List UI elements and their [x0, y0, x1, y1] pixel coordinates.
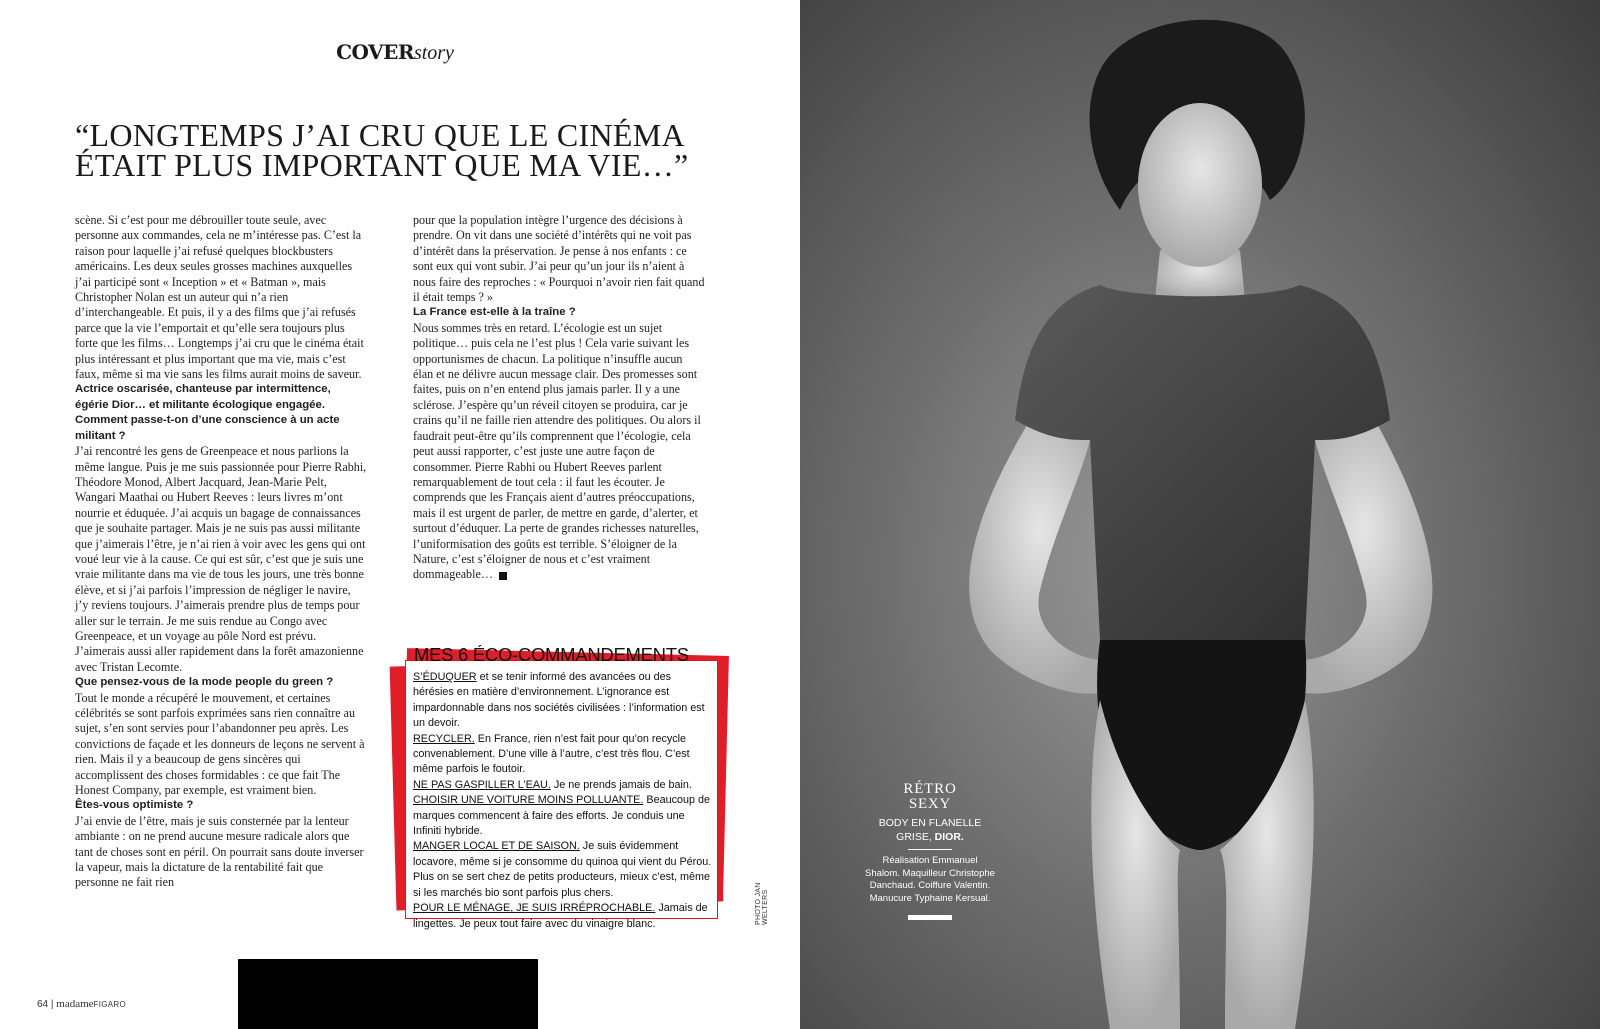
commandment-item — [413, 901, 713, 932]
commandment-text: Beaucoup de marques commencent à faire des efforts. Je conduis une Infiniti hybride. — [413, 794, 711, 838]
commandment-key: S’ÉDUQUER — [413, 671, 477, 683]
question: La France est-elle à la traîne ? — [413, 306, 576, 319]
commandment-item — [413, 793, 713, 839]
commandment-key: POUR LE MÉNAGE, JE SUIS IRRÉPROCHABLE. — [413, 902, 656, 915]
paragraph: Tout le monde a récupéré le mouvement, et certaines célébrités se sont parfois exprimées sans rien connaître au sujet, s’en sont servies pour l’abandonner peu après. Les convictions de façade et les donneurs de leçons ne servent à rien. Mais il y a beaucoup de gens sincères qui accomplissent des choses formidables : ce que fait The Honest Company, par exemple, est vraiment bien. — [75, 690, 365, 798]
caption-brand: DIOR. — [934, 830, 964, 843]
commandment-key: RECYCLER. — [413, 732, 475, 745]
caption-desc-line1: BODY EN FLANELLE — [878, 817, 982, 829]
right-arm — [1295, 420, 1432, 694]
commandment-item — [413, 732, 713, 778]
paragraph — [413, 321, 705, 583]
commandment-item — [413, 670, 713, 732]
headline-quote: “LONGTEMPS J’AI CRU QUE LE CINÉMA ÉTAIT PLUS IMPORTANT QUE MA VIE…” — [75, 117, 689, 183]
magazine-logo: madame — [56, 998, 94, 1010]
caption-bar — [908, 915, 952, 920]
section-header — [0, 40, 790, 65]
end-mark-icon — [499, 572, 507, 580]
commandment-text: et se tenir informé des avancées ou des hérésies en matière d’environnement. L’ignorance est impardonnable dans nos sociétés civilisées : l’information est un devoir. — [413, 671, 705, 730]
commandment-key: CHOISIR UNE VOITURE MOINS POLLUANTE. — [413, 794, 644, 807]
text-column-1 — [75, 213, 367, 891]
box-title: MES 6 ÉCO-COMMANDEMENTS — [414, 644, 689, 665]
commandment-text: Jamais de lingettes. Je peux tout faire avec du vinaigre blanc. — [413, 902, 708, 930]
paragraph: J’ai envie de l’être, mais je suis consternée par la lenteur ambiante : on ne prend aucune mesure radicale alors que tant de choses sont en péril. On pourrait sans doute inverser la vapeur, mais la dictature de la rentabilité fait que personne ne fait rien — [75, 813, 364, 890]
caption-divider — [908, 849, 952, 850]
question: Que pensez-vous de la mode people du green ? — [75, 676, 334, 689]
caption-desc-line2 — [865, 831, 995, 845]
paragraph: scène. Si c’est pour me débrouiller toute seule, avec personne aux commandes, cela ne m’intéresse pas. C’est la raison pour laquelle j’ai refusé quelques blockbusters américains. Les deux seules grosses machines auxquelles j’ai participé sont « Inception » et « Batman », mais Christopher Nolan est un auteur qui n’a rien d’interchangeable. Et puis, il y a des films que j’ai refusés parce que la vie l’emportait et qu’elle sera toujours plus forte que les films… Longtemps j’ai cru que le cinéma était plus intéressant et plus important que ma vie, mais c’est faux, même si ma vie sans les films aurait moins de saveur. — [75, 213, 364, 382]
commandment-text: En France, rien n’est fait pour qu’on recycle convenablement. D’une ville à l’autre, c’est très flou. C’est même parfois le foutoir. — [413, 732, 690, 776]
commandment-item — [413, 778, 713, 793]
question: Êtes-vous optimiste ? — [75, 799, 194, 812]
caption-description — [865, 817, 995, 844]
black-block — [238, 959, 538, 1029]
photo-credit: PHOTO JAN WELTERS — [755, 882, 769, 925]
paragraph: J’ai rencontré les gens de Greenpeace et nous parlions la même langue. Puis je me suis passionnée pour Pierre Rabhi, Théodore Monod, Albert Jacquard, Jean-Marie Pelt, Wangari Maathai ou Hubert Reeves : leurs livres m’ont nourrie et éduquée. J’ai acquis un bagage de connaissances que je souhaite partager. Mais je ne suis pas aussi militante que j’aimerais l’être, je n’ai rien à voir avec les gens qui ont voué leur vie à la cause. Ce qui est sûr, c’est que je suis une vraie militante dans ma vie de tous les jours, une très bonne élève, et si j’ai parfois l’impression de négliger le navire, j’y reviens toujours. J’aimerais prendre plus de temps pour aller sur le terrain. Je me suis rendue au Congo avec Greenpeace, et un voyage au pôle Nord est prévu. J’aimerais aussi aller rapidement dans la forêt amazonienne avec Tristan Lecomte. — [75, 444, 367, 674]
header-story: story — [413, 42, 454, 64]
page-number: 64 — [37, 999, 49, 1010]
question: Actrice oscarisée, chanteuse par intermittence, égérie Dior… et militante écologique engagée. Comment passe-t-on d’une conscience à un acte militant ? — [75, 383, 340, 442]
commandment-key: NE PAS GASPILLER L’EAU. — [413, 778, 551, 791]
commandments-list — [413, 670, 713, 932]
magazine-logo-2: FIGARO — [93, 1000, 127, 1009]
commandment-text: Je suis évidemment locavore, même si je consomme du quinoa qui vient du Pérou. Plus on se sert chez de petits producteurs, mieux c’est, même si les marchés bio sont parfois plus chers. — [413, 840, 712, 899]
caption-credits: Réalisation Emmanuel Shalom. Maquilleur Christophe Danchaud. Coiffure Valentin. Manucure Typhaine Kersual. — [865, 855, 995, 904]
page-folio: 64 | madameFIGARO — [37, 998, 127, 1010]
caption-desc-text: GRISE, — [896, 830, 935, 843]
commandment-key: MANGER LOCAL ET DE SAISON. — [413, 840, 580, 853]
photo-caption — [865, 782, 995, 920]
left-arm — [969, 420, 1110, 694]
commandment-item — [413, 839, 713, 901]
caption-title-1: RÉTRO — [903, 781, 957, 797]
face-shape — [1138, 103, 1262, 267]
commandment-text: Je ne prends jamais de bain. — [550, 778, 692, 791]
text-column-2 — [413, 213, 705, 583]
paragraph-text: Nous sommes très en retard. L’écologie est un sujet politique… puis cela ne l’est plus ! Cela varie suivant les opportunismes de chacun. La politique n’insuffle aucun élan et ne délivre aucun message clair. Des promesses sont faites, puis on n’en entend plus jamais parler. Il y a une sclérose. J’espère qu’un réveil citoyen se produira, car je crains qu’il ne faille rien attendre des politiques. Ou alors il faudrait peut-être qu’ils comprennent que l’écologie, cela peut aussi rapporter, c’est juste une autre façon de consommer. Pierre Rabhi ou Hubert Reeves parlent remarquablement de tout cela : il faut les écouter. Je comprends que les Français aient d’autres préoccupations, mais il est urgent de parler, de mettre en garde, d’alerter, et surtout d’éduquer. La perte de grandes richesses naturelles, l’uniformisation des goûts est terrible. S’éloigner de la Nature, c’est s’éloigner de nous et c’est vraiment dommageable… — [413, 320, 701, 582]
paragraph: pour que la population intègre l’urgence des décisions à prendre. On vit dans une société d’intérêts qui ne voit pas d’intérêt dans la préservation. Je pense à nos enfants : ce sont eux qui vont subir. J’ai peur qu’un jour ils n’aient à nous faire des reproches : « Pourquoi n’avoir rien fait quand il était temps ? » — [413, 213, 705, 305]
header-cover: COVER — [336, 40, 414, 64]
caption-title-2: SEXY — [908, 796, 952, 812]
